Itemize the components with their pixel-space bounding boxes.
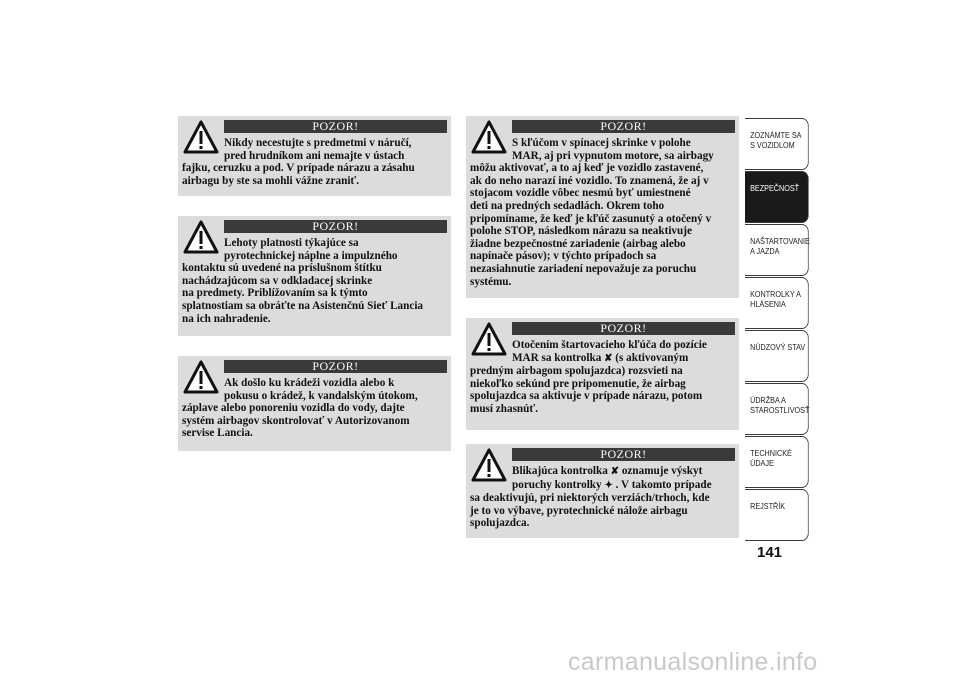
warning-text-line: pyrotechnickej náplne a impulzného: [224, 249, 398, 262]
warning-text-line: je to vo výbave, pyrotechnické nálože airbagu: [470, 504, 688, 517]
warning-text-line: Ak došlo ku krádeži vozidla alebo k: [224, 377, 395, 389]
warning-text-line: na ich nahradenie.: [182, 312, 271, 325]
tab-bezpecnost[interactable]: BEZPEČNOSŤ: [745, 171, 809, 223]
page-number: 141: [757, 544, 783, 561]
warning-title: POZOR!: [224, 220, 447, 233]
warning-box: [466, 318, 739, 430]
warning-text-line: pokusu o krádež, k vandalským útokom,: [224, 389, 418, 402]
warning-text-line: nezasiahnutie zariadení nepovažuje za poruchu: [470, 262, 697, 275]
warning-text-line: spolujazdca.: [470, 517, 530, 530]
warning-title: POZOR!: [512, 322, 735, 335]
warning-text-line: pripomíname, že keď je kľúč zasunutý a otočený v: [470, 212, 712, 225]
warning-text-line: polohe STOP, následkom nárazu sa neaktivuje: [470, 225, 692, 238]
warning-text-line: spolujazdca sa aktivuje v prípade nárazu, potom: [470, 390, 703, 403]
warning-text-fragment: MAR sa kontrolka: [512, 351, 602, 364]
tab-zoznamte-sa-s-vozidlom[interactable]: ZOZNÁMTE SA S VOZIDLOM: [745, 118, 809, 170]
warning-text-line: na predmety. Priblížovaním sa k týmto: [182, 287, 368, 300]
warning-text-line: systém airbagov skontrolovať v Autorizovanom: [182, 414, 410, 427]
warning-text-line: môžu aktivovať, a to aj keď je vozidlo zastavené,: [470, 162, 704, 175]
warning-box: [178, 116, 451, 196]
warning-title: POZOR!: [512, 120, 735, 133]
warning-text-line: S kľúčom v spínacej skrinke v polohe: [512, 137, 691, 149]
warning-text-line: nachádzajúcom sa v odkladacej skrinke: [182, 274, 373, 287]
warning-text-line: Otočením štartovacieho kľúča do pozície: [512, 339, 707, 351]
tab-udrzba-a-starostlivost[interactable]: ÚDRŽBA A STAROSTLIVOSŤ: [745, 383, 809, 435]
warning-text-line: ak do neho narazí iné vozidlo. To znamená, že aj v: [470, 174, 709, 187]
tab-rejstrik[interactable]: REJSTŘÍK: [745, 489, 809, 541]
airbag-warning-icon: ✦: [604, 479, 613, 491]
warning-box: [466, 444, 739, 538]
warning-text-fragment: (s aktivovaným: [615, 351, 689, 364]
warning-box: [178, 356, 451, 451]
warning-text-line: pred hrudníkom ani nemajte v ústach: [224, 149, 405, 162]
passenger-airbag-off-icon: ✘: [610, 466, 620, 477]
warning-text-line: servise Lancia.: [182, 427, 253, 440]
warning-text-line: predným airbagom spolujazdca) rozsvieti na: [470, 365, 683, 378]
tab-nastartovanie-a-jazda[interactable]: NAŠTARTOVANIE A JAZDA: [745, 224, 809, 276]
warning-text-line: stojacom vozidle vôbec nesmú byť umiestnené: [470, 187, 691, 200]
warning-box: [466, 116, 739, 298]
warning-text-fragment: poruchy kontrolky: [512, 478, 602, 491]
warning-text-line: Lehoty platnosti týkajúce sa: [224, 237, 359, 249]
warning-text-line: splatnostiam sa obráťte na Asistenčnú Sieť Lancia: [182, 299, 424, 312]
warning-text-fragment: . V takomto prípade: [615, 478, 712, 491]
warning-text-line: airbagu by ste sa mohli vážne zraniť.: [182, 174, 360, 187]
warning-text-line: musí zhasnúť.: [470, 402, 539, 415]
warning-text-line: Nikdy necestujte s predmetmi v náručí,: [224, 137, 412, 149]
watermark: carmanualsonline.info: [568, 648, 818, 676]
warning-title: POZOR!: [512, 448, 735, 461]
warning-text-fragment: oznamuje výskyt: [621, 465, 703, 477]
warning-text-line: sa deaktivujú, pri niektorých verziách/trhoch, kde: [470, 492, 710, 505]
warning-text-line: fajku, ceruzku a pod. V prípade nárazu a zásahu: [182, 162, 415, 175]
warning-text-line: kontaktu sú uvedené na príslušnom štítku: [182, 262, 382, 275]
warning-text-line: MAR, aj pri vypnutom motore, sa airbagy: [512, 149, 714, 162]
passenger-airbag-off-icon: ✘: [604, 352, 613, 364]
warning-title: POZOR!: [224, 360, 447, 373]
warning-box: [178, 216, 451, 336]
warning-text-line: systému.: [470, 275, 512, 288]
warning-text-line: žiadne bezpečnostné zariadenie (airbag alebo: [470, 237, 686, 250]
warning-text-line: niekoľko sekúnd pre pripomenutie, že airbag: [470, 377, 686, 390]
tab-nudzovy-stav[interactable]: NÚDZOVÝ STAV: [745, 330, 809, 382]
tab-technicke-udaje[interactable]: TECHNICKÉ ÚDAJE: [745, 436, 809, 488]
warning-title: POZOR!: [224, 120, 447, 133]
warning-text-fragment: Blikajúca kontrolka: [512, 465, 608, 477]
tab-kontrolky-a-hlasenia[interactable]: KONTROLKY A HLÁSENIA: [745, 277, 809, 329]
warning-text-line: napínače pásov); v týchto prípadoch sa: [470, 250, 657, 263]
warning-text-line: záplave alebo ponoreniu vozidla do vody, dajte: [182, 402, 405, 415]
warning-text-line: deti na predných sedadlách. Okrem toho: [470, 199, 665, 212]
